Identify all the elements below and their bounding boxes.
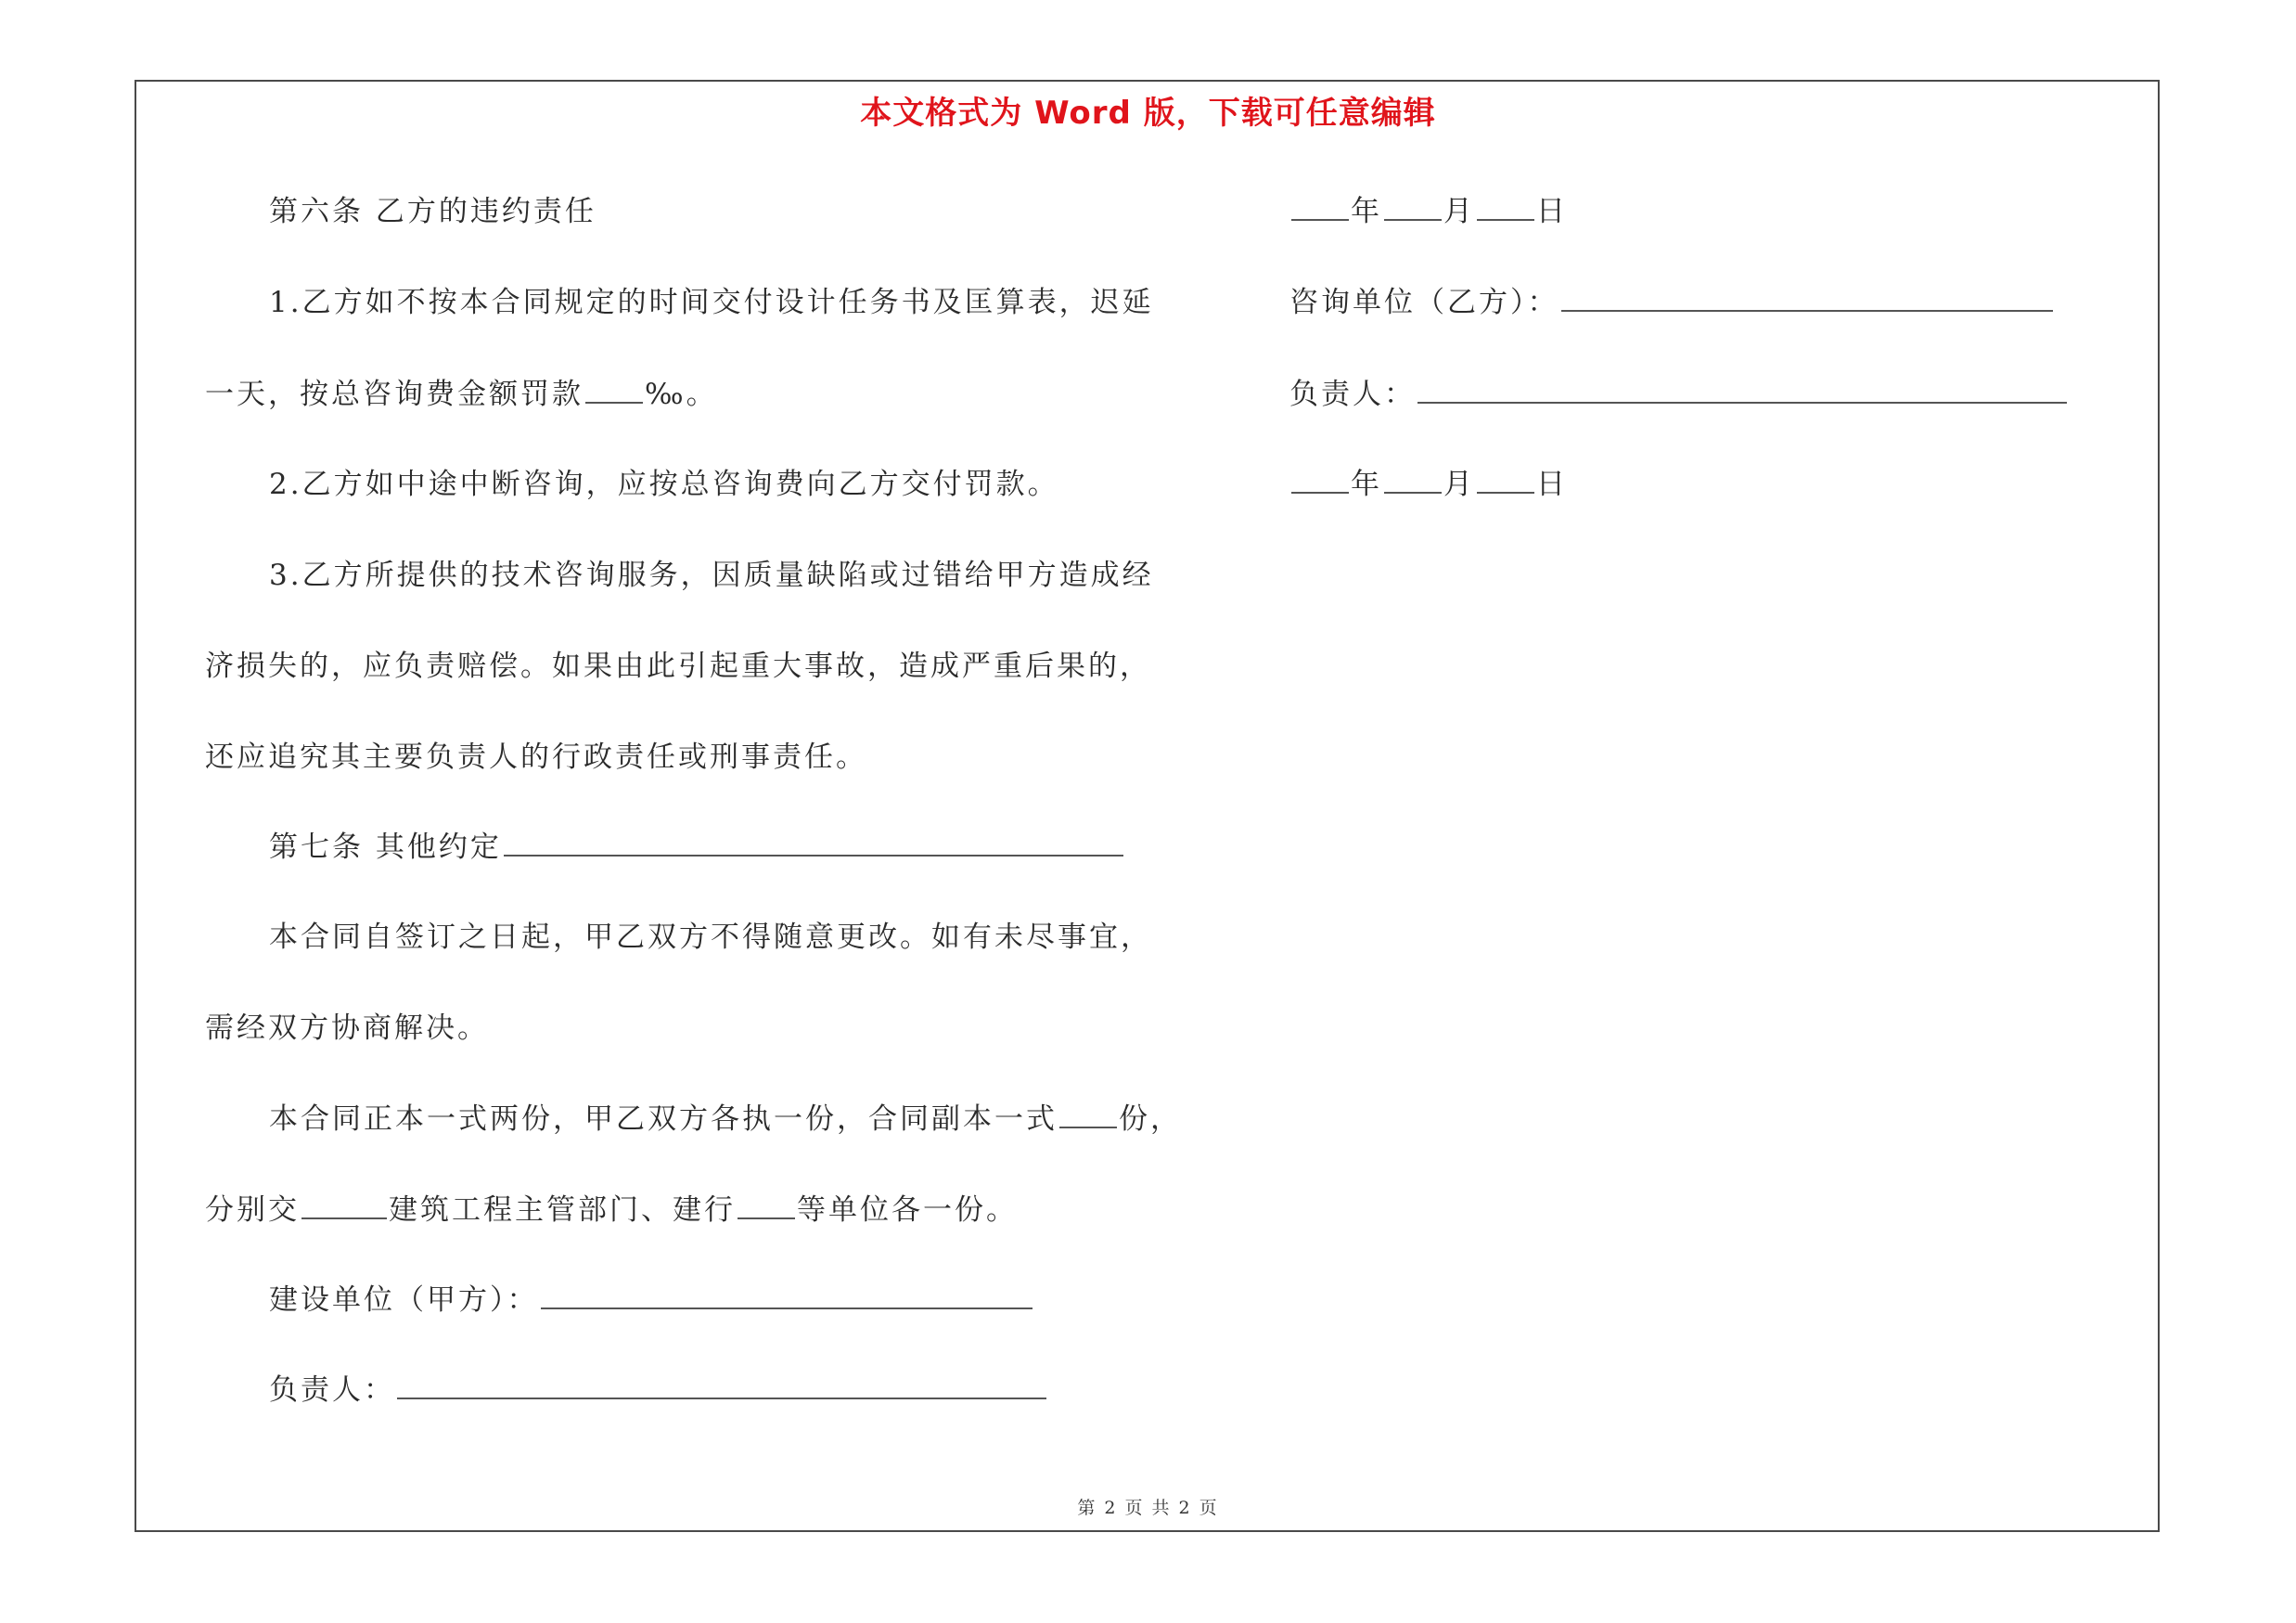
paragraph-1-line-1: 本合同自签订之日起，甲乙双方不得随意更改。如有未尽事宜， [269,921,1152,954]
day-blank-b [1477,466,1534,494]
day-label: 日 [1536,195,1568,228]
party-a-label: 建设单位（甲方）： [269,1283,539,1317]
party-b-person-line [1289,376,2069,413]
party-a-line [269,1282,1034,1319]
item-3-line-2: 济损失的，应负责赔偿。如果由此引起重大事故，造成严重后果的， [205,650,1151,683]
paragraph-1-line-2: 需经双方协商解决。 [205,1011,489,1045]
permille-text: ‰。 [645,378,718,411]
other-terms-blank [504,829,1123,857]
article-7-line [269,829,1125,866]
article-7-title: 第七条 其他约定 [269,831,502,864]
copies-count-blank [1059,1101,1117,1128]
year-blank-b [1291,466,1349,494]
party-a-blank [541,1282,1033,1309]
article-6-title: 第六条 乙方的违约责任 [269,195,596,228]
item-3-line-3: 还应追究其主要负责人的行政责任或刑事责任。 [205,741,867,774]
day-blank [1477,193,1534,221]
word-format-banner: 本文格式为 Word 版，下载可任意编辑 [860,95,1436,132]
recipient-blank [301,1191,387,1219]
paragraph-2-line-1 [269,1101,1182,1138]
page-number-footer: 第 2 页 共 2 页 [1077,1498,1219,1518]
party-b-blank [1561,284,2053,312]
party-b-label: 咨询单位（乙方）： [1289,286,1559,319]
party-b-person-label: 负责人： [1289,378,1416,411]
paragraph-2-line-2 [205,1191,1018,1229]
month-blank [1384,193,1442,221]
penalty-rate-blank [585,376,643,404]
year-blank [1291,193,1349,221]
copies-text: 本合同正本一式两份，甲乙双方各执一份，合同副本一式 [269,1102,1058,1136]
party-b-person-blank [1417,376,2067,404]
party-a-person-label: 负责人： [269,1373,395,1407]
month-blank-b [1384,466,1442,494]
month-label: 月 [1443,195,1475,228]
party-a-person-blank [397,1372,1046,1399]
item-3-line-1: 3.乙方所提供的技术咨询服务，因质量缺陷或过错给甲方造成经 [269,559,1154,592]
distribute-text: 分别交 [205,1193,300,1227]
year-label: 年 [1351,195,1382,228]
day-label-b: 日 [1536,468,1568,501]
units-text: 等单位各一份。 [797,1193,1018,1227]
month-label-b: 月 [1443,468,1475,501]
party-b-line [1289,284,2055,321]
item-2: 2.乙方如中途中断咨询，应按总咨询费向乙方交付罚款。 [269,468,1059,501]
date-line-b [1289,466,1568,503]
authority-text: 建筑工程主管部门、建行 [389,1193,736,1227]
date-line-a [1289,193,1568,230]
item-1-text: 一天，按总咨询费金额罚款 [205,378,584,411]
item-1-line-2 [205,376,718,413]
year-label-b: 年 [1351,468,1382,501]
copies-suffix: 份， [1119,1102,1182,1136]
bank-blank [738,1191,795,1219]
party-a-person-line [269,1372,1048,1409]
item-1-line-1: 1.乙方如不按本合同规定的时间交付设计任务书及匡算表，迟延 [269,286,1154,319]
